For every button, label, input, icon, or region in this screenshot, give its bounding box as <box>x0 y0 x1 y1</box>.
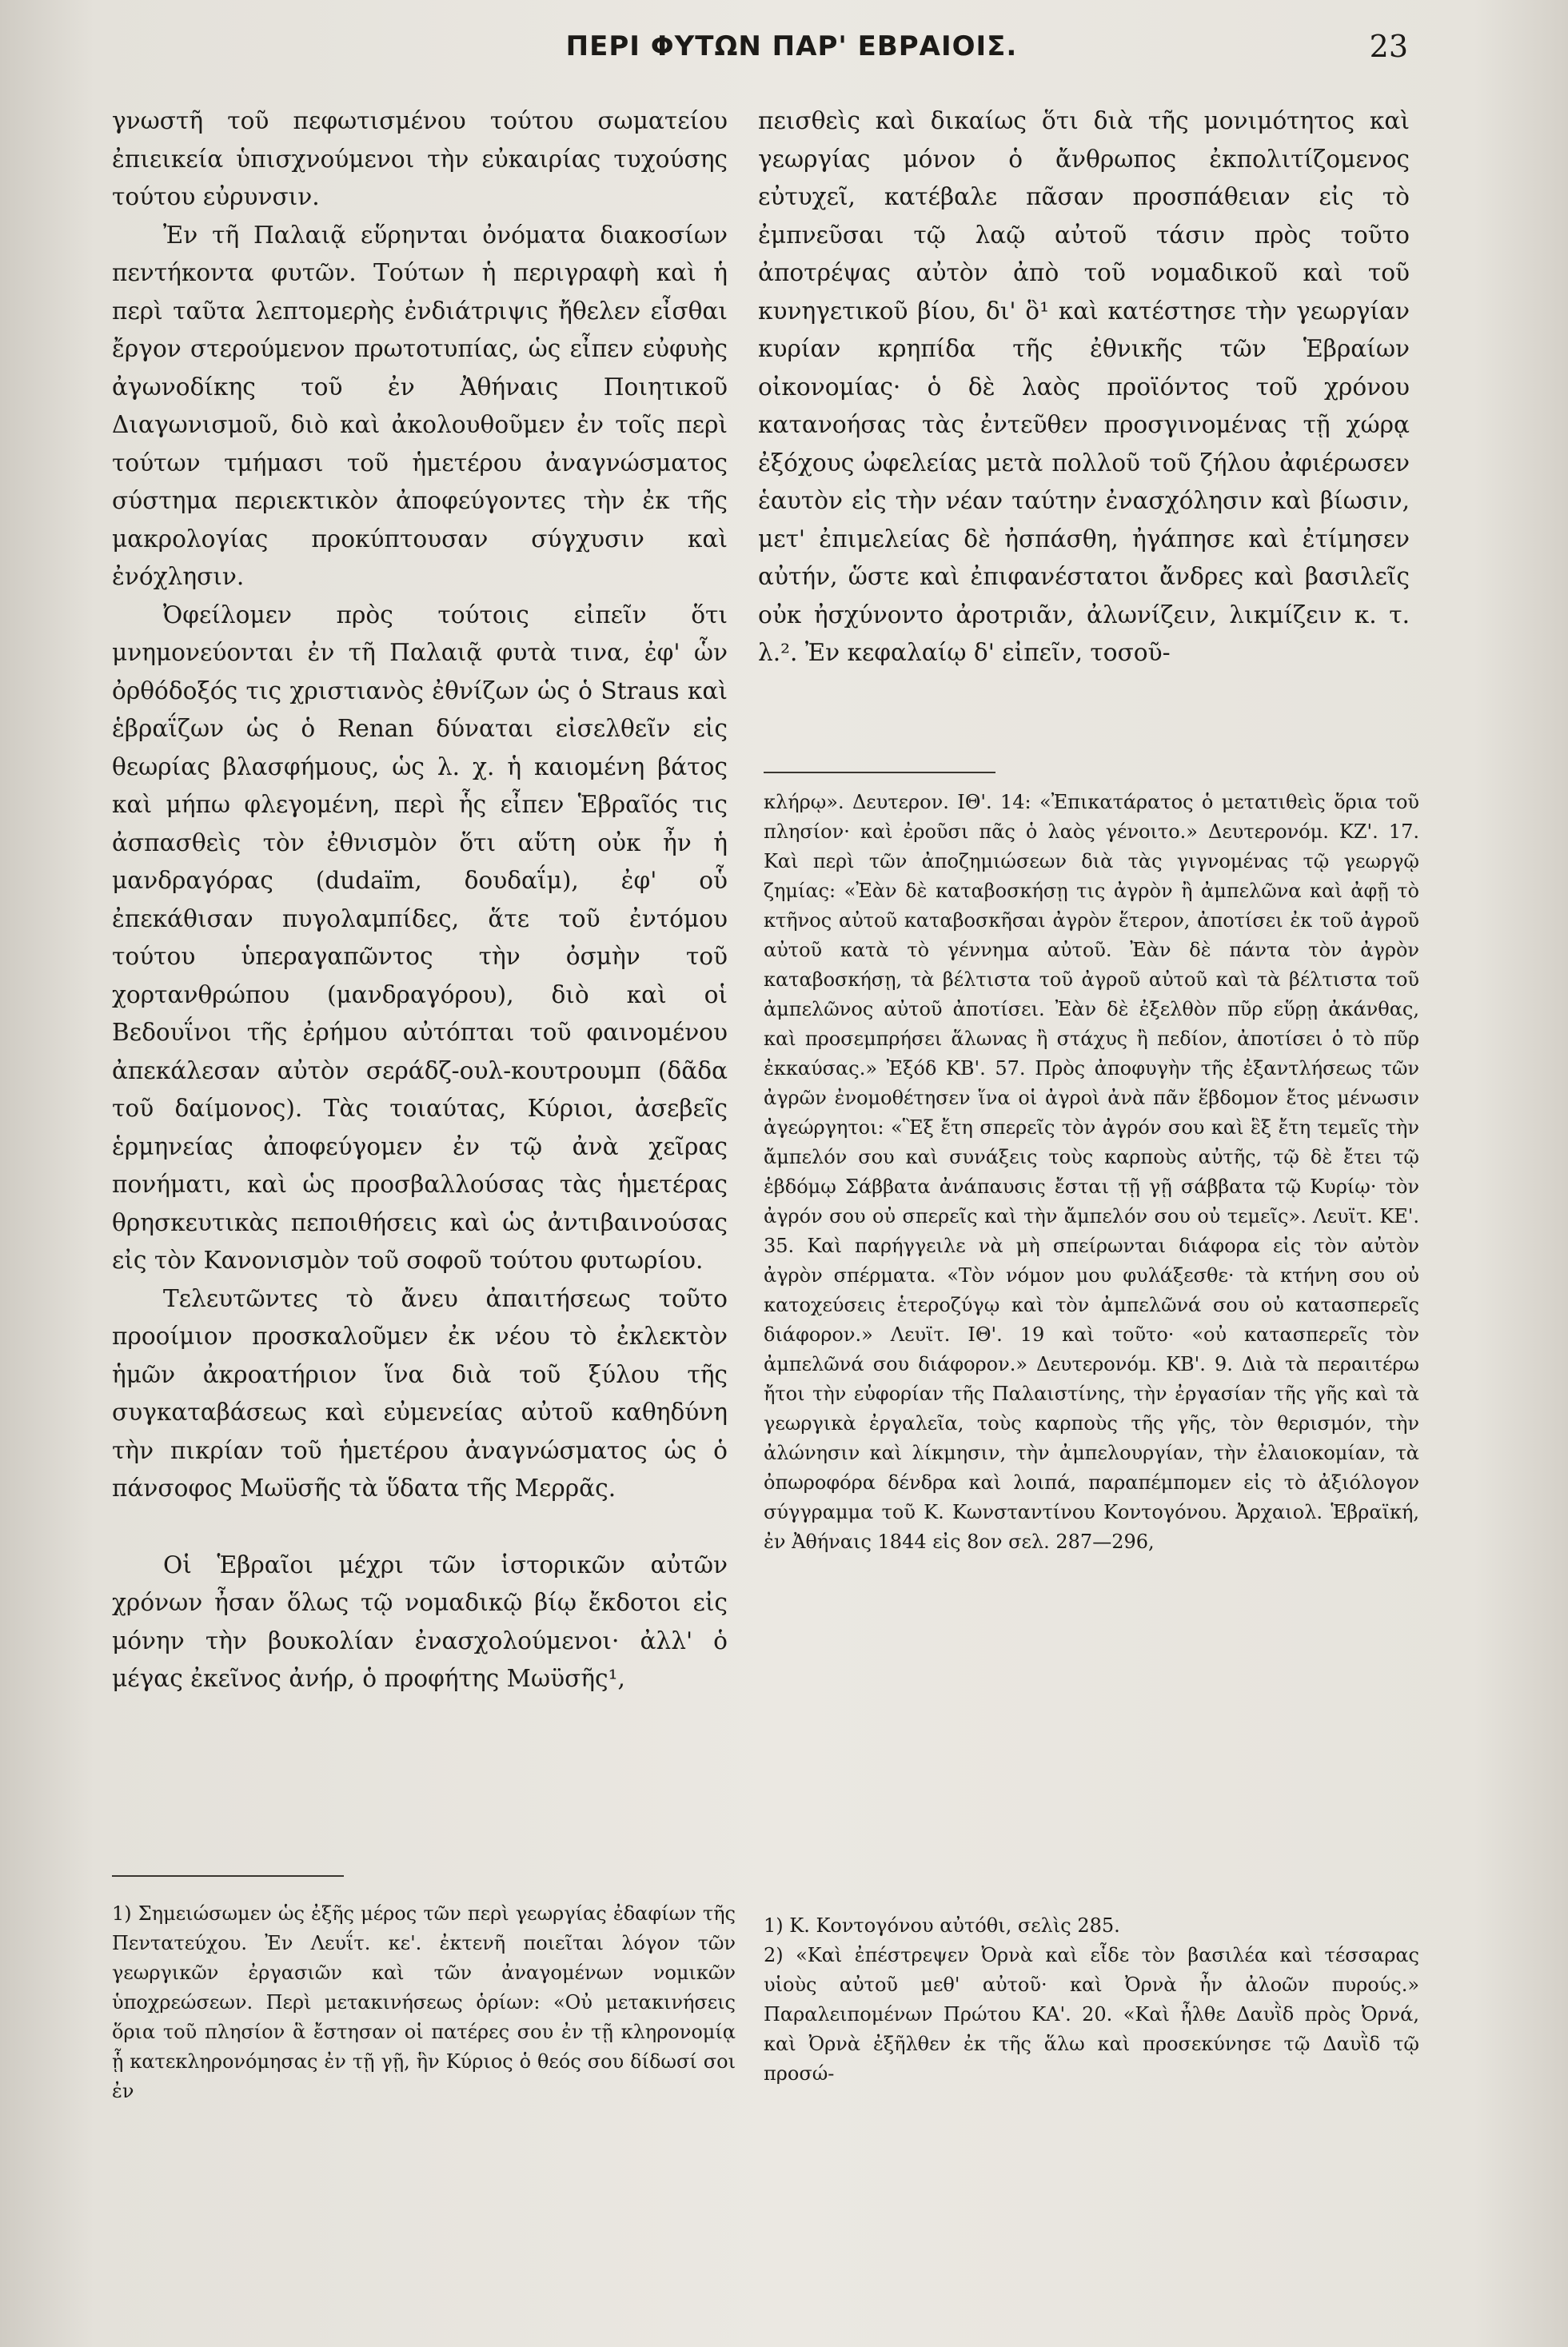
footnote-right-2: 2) «Καὶ ἐπέστρεψεν Ὀρνὰ καὶ εἶδε τὸν βασιλέα καὶ τέσσαρας υἱοὺς αὐτοῦ μεθ' αὐτοῦ· καὶ Ὀρνὰ ἦν ἀλοῶν πυρούς.» Παραλειπομένων Πρώτου ΚΑ'. 20. «Καὶ ἦλθε Δαυῒδ πρὸς Ὀρνά, καὶ Ὀρνὰ ἐξῆλθεν ἐκ τῆς ἅλω καὶ προσεκύνησε τῷ Δαυῒδ τῷ προσώ- <box>764 1944 1419 2085</box>
footnotes-left <box>112 1899 736 2106</box>
running-header: ΠΕΡΙ ΦΥΤΩΝ ΠΑΡ' ΕΒΡΑΙΟΙΣ. <box>565 30 1018 62</box>
left-column <box>112 102 728 1698</box>
left-paragraph-2: Ἐν τῆ Παλαιᾷ εὕρηνται ὀνόματα διακοσίων πεντήκοντα φυτῶν. Τούτων ἡ περιγραφὴ καὶ ἡ περὶ ταῦτα λεπτομερὴς ἐνδιάτριψις ἤθελεν εἶσθαι ἔργον στερούμενον πρωτοτυπίας, ὡς εἶπεν εὐφυὴς ἀγωνοδίκης τοῦ ἐν Ἀθήναις Ποιητικοῦ Διαγωνισμοῦ, διὸ καὶ ἀκολουθοῦμεν ἐν τοῖς περὶ τούτων τμήμασι τοῦ ἡμετέρου ἀναγνώσματος σύστημα περιεκτικὸν ἀποφεύγοντες τὴν ἐκ τῆς μακρολογίας προκύπτουσαν σύγχυσιν καὶ ἐνόχλησιν. <box>112 221 728 590</box>
footnotes-right <box>764 1911 1419 2089</box>
footnote-right-1: 1) Κ. Κοντογόνου αὐτόθι, σελὶς 285. <box>764 1914 1120 1937</box>
footnote-separator-right <box>764 772 995 773</box>
left-paragraph-1: γνωστῆ τοῦ πεφωτισμένου τούτου σωματείου ἐπιεικεία ὑπισχνούμενοι τὴν εὐκαιρίας τυχούσης τούτου εὐρυνσιν. <box>112 107 728 210</box>
right-paragraph-1: πεισθεὶς καὶ δικαίως ὅτι διὰ τῆς μονιμότητος καὶ γεωργίας μόνον ὁ ἄνθρωπος ἐκπολιτίζομενος εὐτυχεῖ, κατέβαλε πᾶσαν προσπάθειαν εἰς τὸ ἐμπνεῦσαι τῷ λαῷ αὐτοῦ τάσιν πρὸς τοῦτο ἀποτρέψας αὐτὸν ἀπὸ τοῦ νομαδικοῦ καὶ τοῦ κυνηγετικοῦ βίου, δι' ὃ¹ καὶ κατέστησε τὴν γεωργίαν κυρίαν κρηπίδα τῆς ἐθνικῆς τῶν Ἑβραίων οἰκονομίας· ὁ δὲ λαὸς προϊόντος τοῦ χρόνου κατανοήσας τὰς ἐντεῦθεν προσγινομένας τῇ χώρᾳ ἐξόχους ὠφελείας μετὰ πολλοῦ τοῦ ζήλου ἀφιέρωσεν ἑαυτὸν εἰς τὴν νέαν ταύτην ἐνασχόλησιν καὶ βίωσιν, μετ' ἐπιμελείας δὲ ἠσπάσθη, ἠγάπησε καὶ ἐτίμησεν αὐτήν, ὥστε καὶ ἐπιφανέστατοι ἄνδρες καὶ βασιλεῖς οὐκ ἠσχύνοντο ἀροτριᾶν, ἀλωνίζειν, λικμίζειν κ. τ. λ.². Ἐν κεφαλαίῳ δ' εἰπεῖν, τοσοῦ- <box>758 107 1410 666</box>
left-paragraph-4: Τελευτῶντες τὸ ἄνευ ἀπαιτήσεως τοῦτο προοίμιον προσκαλοῦμεν ἐκ νέου τὸ ἐκλεκτὸν ἡμῶν ἀκροατήριον ἵνα διὰ τοῦ ξύλου τῆς συγκαταβάσεως καὶ εὐμενείας αὐτοῦ καθηδύνη τὴν πικρίαν τοῦ ἡμετέρου ἀναγνώσματος ὡς ὁ πάνσοφος Μωϋσῆς τὰ ὕδατα τῆς Μερρᾶς. <box>112 1284 728 1502</box>
page-number: 23 <box>1369 29 1408 64</box>
right-column <box>758 102 1410 673</box>
section-gap <box>112 1508 728 1547</box>
footnote-separator-left <box>112 1875 344 1877</box>
footnote-continued <box>764 788 1419 1557</box>
left-paragraph-3: Ὀφείλομεν πρὸς τούτοις εἰπεῖν ὅτι μνημονεύονται ἐν τῆ Παλαιᾷ φυτὰ τινα, ἐφ' ὧν ὀρθόδοξός τις χριστιανὸς ἐθνίζων ὡς ὁ Straus καὶ ἑβραΐζων ὡς ὁ Renan δύναται εἰσελθεῖν εἰς θεωρίας βλασφήμους, ὡς λ. χ. ἡ καιομένη βάτος καὶ μήπω φλεγομένη, περὶ ἧς εἶπεν Ἑβραῖός τις ἀσπασθεὶς τὸν ἐθνισμὸν ὅτι αὕτη οὐκ ἦν ἡ μανδραγόρας (dudaïm, δουδαΐμ), ἐφ' οὗ ἐπεκάθισαν πυγολαμπίδες, ἅτε τοῦ ἐντόμου τούτου ὑπεραγαπῶντος τὴν ὀσμὴν τοῦ χορτανθρώπου (μανδραγόρου), διὸ καὶ οἱ Βεδουΐνοι τῆς ἐρήμου αὐτόπται τοῦ φαινομένου ἀπεκάλεσαν αὐτὸν σεράδζ-ουλ-κουτρουμπ (δᾶδα τοῦ δαίμονος). Τὰς τοιαύτας, Κύριοι, ἀσεβεῖς ἑρμηνείας ἀποφεύγομεν ἐν τῷ ἀνὰ χεῖρας πονήματι, καὶ ὡς προσβαλλούσας τὰς ἡμετέρας θρησκευτικὰς πεποιθήσεις καὶ ὡς ἀντιβαινούσας εἰς τὸν Κανονισμὸν τοῦ σοφοῦ τούτου φυτωρίου. <box>112 601 728 1274</box>
footnote-continued-text: κλήρῳ». Δευτερον. ΙΘ'. 14: «Ἐπικατάρατος ὁ μετατιθεὶς ὅρια τοῦ πλησίον· καὶ ἐροῦσι πᾶς ὁ λαὸς γένοιτο.» Δευτερονόμ. ΚΖ'. 17. Καὶ περὶ τῶν ἀποζημιώσεων διὰ τὰς γιγνομένας τῷ γεωργῷ ζημίας: «Ἐὰν δὲ καταβοσκήσῃ τις ἀγρὸν ἢ ἀμπελῶνα καὶ ἀφῇ τὸ κτῆνος αὐτοῦ καταβοσκῆσαι ἀγρὸν ἕτερον, ἀποτίσει ἐκ τοῦ ἀγροῦ αὐτοῦ κατὰ τὸ γέννημα αὐτοῦ. Ἐὰν δὲ πάντα τὸν ἀγρὸν καταβοσκήσῃ, τὰ βέλτιστα τοῦ ἀγροῦ αὐτοῦ καὶ τὰ βέλτιστα τοῦ ἀμπελῶνος αὐτοῦ ἀποτίσει. Ἐὰν δὲ ἐξελθὸν πῦρ εὕρῃ ἀκάνθας, καὶ προσεμπρήσει ἅλωνας ἢ στάχυς ἢ πεδίον, ἀποτίσει ὁ τὸ πῦρ ἐκκαύσας.» Ἐξόδ ΚΒ'. 57. Πρὸς ἀποφυγὴν τῆς ἐξαντλήσεως τῶν ἀγρῶν ἐνομοθέτησεν ἵνα οἱ ἀγροὶ ἀνὰ πᾶν ἕβδομον ἔτος μένωσιν ἀγεώργητοι: «Ἓξ ἔτη σπερεῖς τὸν ἀγρόν σου καὶ ἓξ ἔτη τεμεῖς τὴν ἄμπελόν σου καὶ συνάξεις τοὺς καρποὺς αὐτῆς, τῷ δὲ ἔτει τῷ ἑβδόμῳ Σάββατα ἀνάπαυσις ἔσται τῇ γῇ σάββατα τῷ Κυρίῳ· τὸν ἀγρόν σου οὐ σπερεῖς καὶ τὴν ἄμπελόν σου οὐ τεμεῖς». Λευϊτ. ΚΕ'. 35. Καὶ παρήγγειλε νὰ μὴ σπείρωνται διάφορα εἰς τὸν αὐτὸν ἀγρὸν σπέρματα. «Τὸν νόμον μου φυλάξεσθε· τὰ κτήνη σου οὐ κατοχεύσεις ἑτεροζύγῳ καὶ τὸν ἀμπελῶνά σου οὐ κατασπερεῖς διάφορον.» Λευϊτ. ΙΘ'. 19 καὶ τοῦτο· «οὐ κατασπερεῖς τὸν ἀμπελῶνά σου διάφορον.» Δευτερονόμ. ΚΒ'. 9. Διὰ τὰ περαιτέρω ἤτοι τὴν εὐφορίαν τῆς Παλαιστίνης, τὴν ἐργασίαν τῆς γῆς καὶ τὰ γεωργικὰ ἐργαλεῖα, τοὺς καρποὺς τῆς γῆς, τὸν θερισμόν, τὴν ἀλώνησιν καὶ λίκμησιν, τὴν ἀμπελουργίαν, τὴν ἐλαιοκομίαν, τὰ ὀπωροφόρα δένδρα καὶ λοιπά, παραπέμπομεν εἰς τὸ ἀξιόλογον σύγγραμμα τοῦ Κ. Κωνσταντίνου Κοντογόνου. Ἀρχαιολ. Ἑβραϊκή, ἐν Ἀθήναις 1844 εἰς 8ον σελ. 287—296, <box>764 791 1419 1553</box>
footnote-left-1: 1) Σημειώσωμεν ὡς ἐξῆς μέρος τῶν περὶ γεωργίας ἐδαφίων τῆς Πεντατεύχου. Ἐν Λευΐτ. κε'. ἐκτενῆ ποιεῖται λόγον τῶν γεωργικῶν ἐργασιῶν καὶ τῶν ἀναγομένων νομικῶν ὑποχρεώσεων. Περὶ μετακινήσεως ὁρίων: «Οὐ μετακινήσεις ὅρια τοῦ πλησίον ἃ ἔστησαν οἱ πατέρες σου ἐν τῇ κληρονομίᾳ ᾗ κατεκληρονόμησας ἐν τῇ γῇ, ἣν Κύριος ὁ θεός σου δίδωσί σοι ἐν <box>112 1902 736 2102</box>
left-paragraph-5: Οἱ Ἑβραῖοι μέχρι τῶν ἱστορικῶν αὐτῶν χρόνων ἦσαν ὅλως τῷ νομαδικῷ βίῳ ἔκδοτοι εἰς μόνην τὴν βουκολίαν ἐνασχολούμενοι· ἀλλ' ὁ μέγας ἐκεῖνος ἀνήρ, ὁ προφήτης Μωϋσῆς¹, <box>112 1551 728 1692</box>
